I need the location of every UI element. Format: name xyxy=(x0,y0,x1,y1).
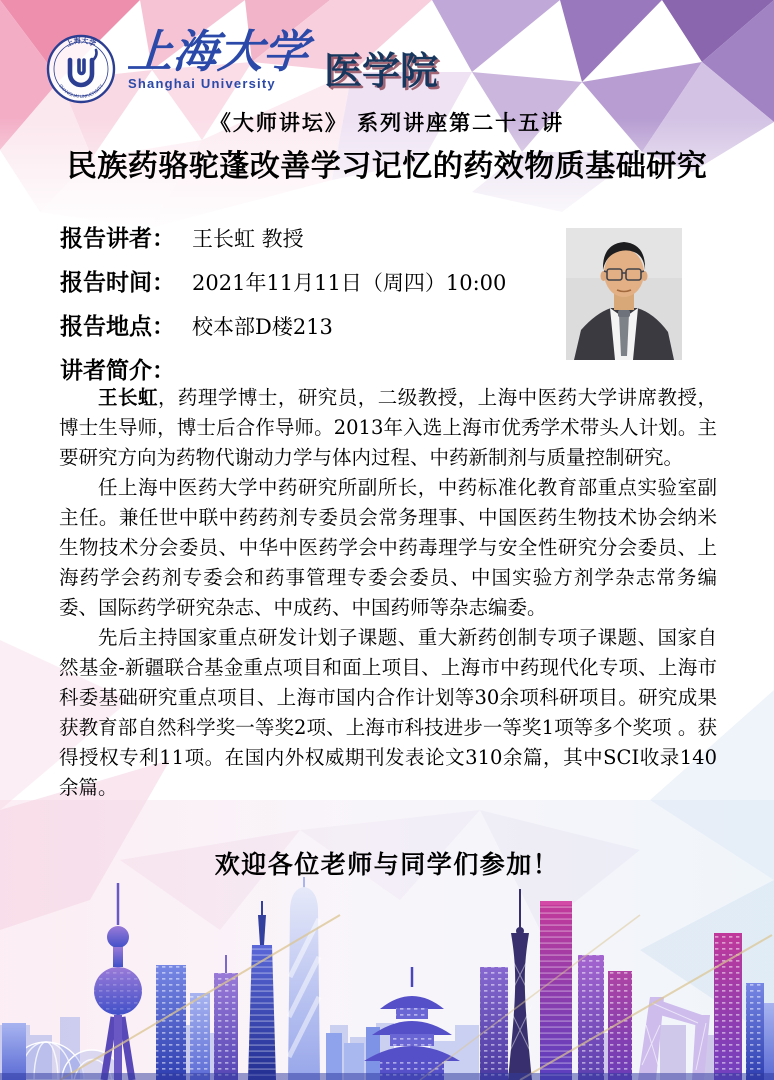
speaker-photo xyxy=(566,228,682,360)
time-row xyxy=(60,264,506,308)
mid-blocks xyxy=(326,1027,380,1080)
venue-value: 校本部D楼213 xyxy=(192,315,333,339)
university-seal-icon xyxy=(46,34,116,104)
speaker-row xyxy=(60,220,506,264)
shanghai-tower xyxy=(288,877,320,1080)
jinmao-tower xyxy=(248,901,276,1080)
speaker-bio xyxy=(59,383,717,803)
bio-paragraph-1 xyxy=(59,383,717,473)
bio-paragraph-3: 先后主持国家重点研发计划子课题、重大新药创制专项子课题、国家自然基金-新疆联合基金重点项目和面上项目、上海市中药现代化专项、上海市科委基础研究重点项目、上海市国内合作计划等30余项科研项目。研究成果获教育部自然科学奖一等奖2项、上海市科技进步一等奖1项等多个奖项 。获得授权专利11项。在国内外权威期刊发表论文310余篇，其中SCI收录140余篇。 xyxy=(59,626,717,799)
bio-heading: 讲者简介： xyxy=(60,357,175,384)
speaker-name: 王长虹 xyxy=(98,386,158,409)
header xyxy=(46,25,439,104)
lecture-title: 民族药骆驼蓬改善学习记忆的药效物质基础研究 xyxy=(66,149,708,184)
speaker-value: 王长虹 教授 xyxy=(192,227,304,251)
welcome-line: 欢迎各位老师与同学们参加！ xyxy=(214,850,560,879)
venue-row xyxy=(60,308,506,352)
university-name-cn: 上海大学 xyxy=(126,25,310,78)
info-block xyxy=(60,220,506,396)
seal-top-text: 上海大学 xyxy=(64,35,98,49)
venue-label: 报告地点： xyxy=(60,313,175,340)
seal-bottom-text: SHANGHAI UNIVERSITY xyxy=(57,83,105,100)
right-towers xyxy=(480,889,774,1080)
speaker-label: 报告讲者： xyxy=(60,225,175,252)
school-name: 医学院 xyxy=(324,49,439,93)
time-value: 2021年11月11日（周四）10:00 xyxy=(192,271,507,295)
city-skyline xyxy=(0,875,774,1080)
oriental-pearl-tower xyxy=(94,883,142,1080)
bio-paragraph-1-text: ，药理学博士，研究员，二级教授，上海中医药大学讲席教授，博士生导师，博士后合作导师。2013年入选上海市优秀学术带头人计划。主要研究方向为药物代谢动力学与体内过程、中药新制剂与质量控制研究。 xyxy=(59,386,717,469)
skyline-base xyxy=(0,1073,774,1080)
university-wordmark xyxy=(126,25,310,92)
university-name-en: Shanghai University xyxy=(128,76,276,92)
canton-tower xyxy=(508,889,532,1080)
series-subtitle: 《大师讲坛》 系列讲座第二十五讲 xyxy=(209,110,565,135)
time-label: 报告时间： xyxy=(60,269,175,296)
bio-paragraph-2: 任上海中医药大学中药研究所副所长，中药标准化教育部重点实验室副主任。兼任世中联中药药剂专委员会常务理事、中国医药生物技术协会纳米生物技术分会委员、中华中医药学会中药毒理学与安全性研究分会委员、上海药学会药剂专委会和药事管理专委会委员、中国实验方剂学杂志常务编委、国际药学研究杂志、中成药、中国药师等杂志编委。 xyxy=(59,476,717,619)
